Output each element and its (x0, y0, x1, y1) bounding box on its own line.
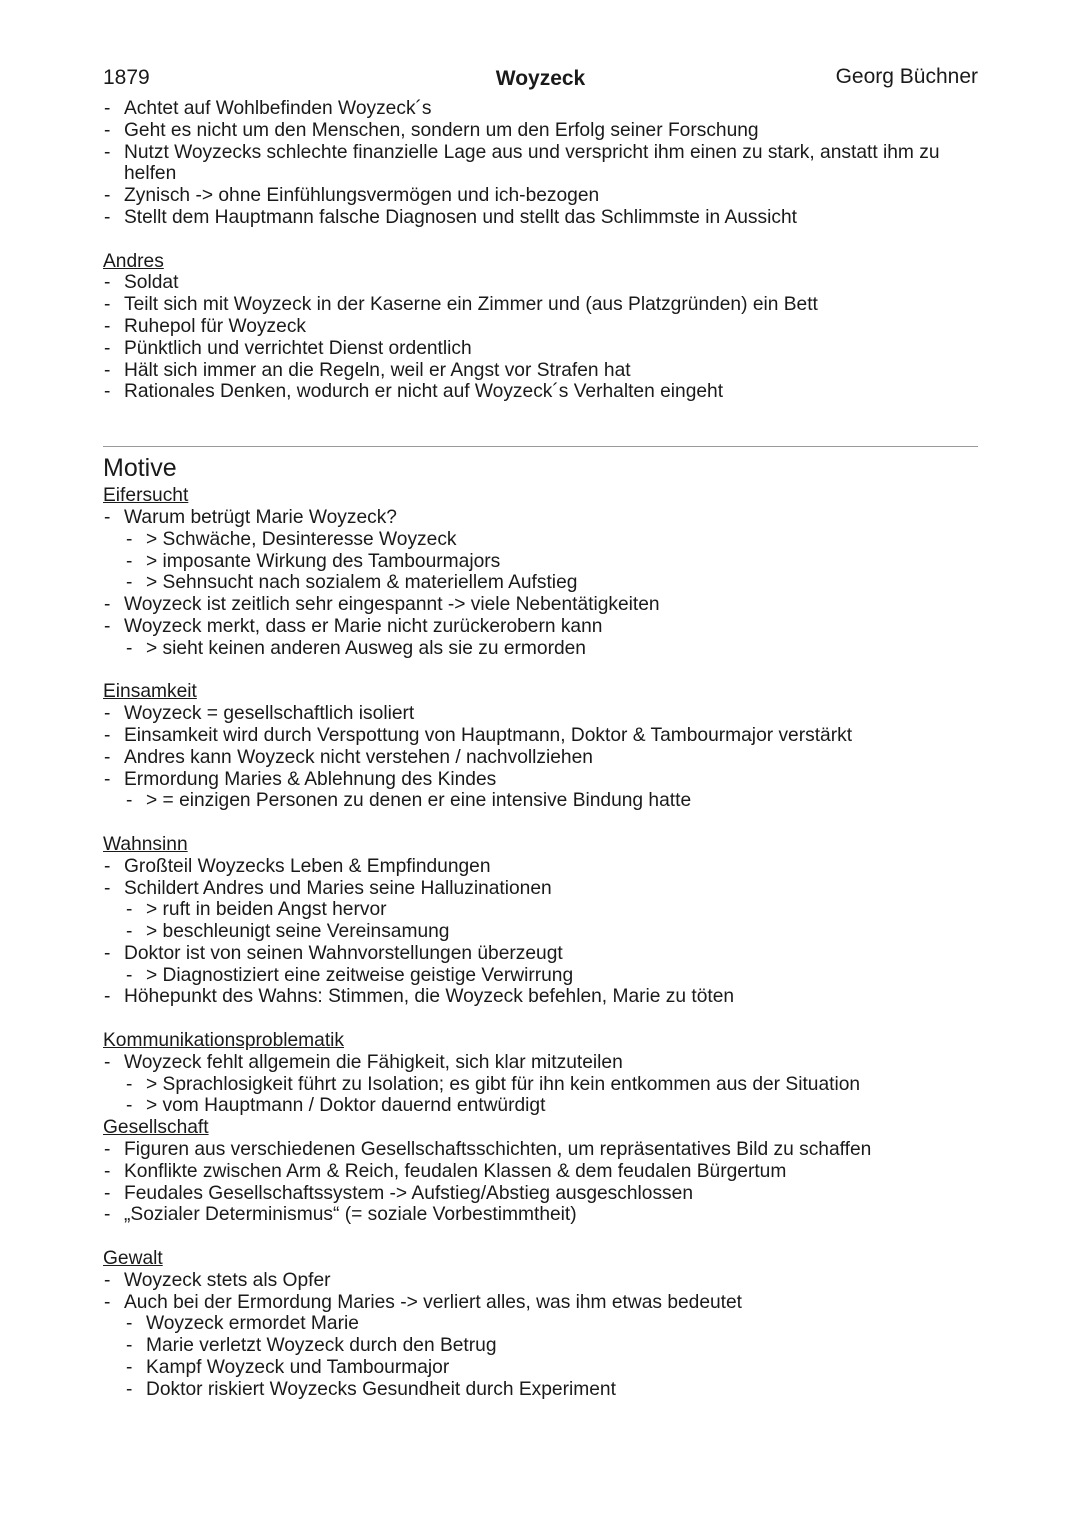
list-item: - Woyzeck = gesellschaftlich isoliert (103, 703, 978, 725)
sub-list-item: - > imposante Wirkung des Tambourmajors (103, 551, 978, 573)
section-heading: Kommunikationsproblematik (103, 1030, 345, 1052)
gesellschaft-section (103, 1117, 978, 1226)
section-heading: Andres (103, 250, 164, 272)
list-item: - Auch bei der Ermordung Maries -> verliert alles, was ihm etwas bedeutet (103, 1292, 978, 1314)
header-year: 1879 (103, 66, 150, 89)
sub-list-item: - Marie verletzt Woyzeck durch den Betrug (103, 1335, 978, 1357)
list-item: - Doktor ist von seinen Wahnvorstellungen überzeugt (103, 943, 978, 965)
list-item: - Ermordung Maries & Ablehnung des Kindes (103, 769, 978, 791)
list-item: - Woyzeck ist zeitlich sehr eingespannt -> viele Nebentätigkeiten (103, 594, 978, 616)
andres-section (103, 251, 978, 404)
list-item: - Stellt dem Hauptmann falsche Diagnosen und stellt das Schlimmste in Aussicht (103, 207, 978, 229)
list-item-continuation: helfen (124, 163, 177, 185)
sub-list-item: - > ruft in beiden Angst hervor (103, 899, 978, 921)
motive-title: Motive (103, 454, 177, 483)
list-item: - Geht es nicht um den Menschen, sondern um den Erfolg seiner Forschung (103, 120, 978, 142)
list-item: - Nutzt Woyzecks schlechte finanzielle Lage aus und verspricht ihm einen zu stark, anstatt ihm zu (103, 142, 978, 164)
list-item: - Warum betrügt Marie Woyzeck? (103, 507, 978, 529)
list-item: - Konflikte zwischen Arm & Reich, feudalen Klassen & dem feudalen Bürgertum (103, 1161, 978, 1183)
page-header (103, 62, 978, 98)
section-heading: Gesellschaft (103, 1117, 209, 1139)
document-page (103, 62, 978, 1401)
einsamkeit-section (103, 681, 978, 812)
list-item: - Einsamkeit wird durch Verspottung von Hauptmann, Doktor & Tambourmajor verstärkt (103, 725, 978, 747)
sub-list-item: - > sieht keinen anderen Ausweg als sie zu ermorden (103, 638, 978, 660)
list-item: - Andres kann Woyzeck nicht verstehen / nachvollziehen (103, 747, 978, 769)
list-item: - Großteil Woyzecks Leben & Empfindungen (103, 856, 978, 878)
sub-list-item: - > = einzigen Personen zu denen er eine intensive Bindung hatte (103, 790, 978, 812)
sub-list-item: - > Sprachlosigkeit führt zu Isolation; es gibt für ihn kein entkommen aus der Situation (103, 1074, 978, 1096)
sub-list-item: - Woyzeck ermordet Marie (103, 1313, 978, 1335)
sub-list-item: - Doktor riskiert Woyzecks Gesundheit durch Experiment (103, 1379, 978, 1401)
section-heading: Wahnsinn (103, 833, 188, 855)
list-item: - Höhepunkt des Wahns: Stimmen, die Woyzeck befehlen, Marie zu töten (103, 986, 978, 1008)
sub-list-item: - > Diagnostiziert eine zeitweise geistige Verwirrung (103, 965, 978, 987)
list-item: - Soldat (103, 272, 978, 294)
list-item: - Hält sich immer an die Regeln, weil er Angst vor Strafen hat (103, 360, 978, 382)
sub-list-item: - > Sehnsucht nach sozialem & materiellem Aufstieg (103, 572, 978, 594)
eifersucht-section (103, 485, 978, 659)
sub-list-item: - > vom Hauptmann / Doktor dauernd entwürdigt (103, 1095, 978, 1117)
list-item: - Pünktlich und verrichtet Dienst ordentlich (103, 338, 978, 360)
doktor-section-continued (103, 98, 978, 229)
section-heading: Gewalt (103, 1248, 163, 1270)
list-item: - „Sozialer Determinismus“ (= soziale Vorbestimmtheit) (103, 1204, 978, 1226)
list-item: - Feudales Gesellschaftssystem -> Aufstieg/Abstieg ausgeschlossen (103, 1183, 978, 1205)
list-item: - Rationales Denken, wodurch er nicht auf Woyzeck´s Verhalten eingeht (103, 381, 978, 403)
list-item: - Teilt sich mit Woyzeck in der Kaserne ein Zimmer und (aus Platzgründen) ein Bett (103, 294, 978, 316)
list-item: - Ruhepol für Woyzeck (103, 316, 978, 338)
header-author: Georg Büchner (835, 65, 978, 88)
section-heading: Eifersucht (103, 485, 189, 507)
list-item: - Woyzeck stets als Opfer (103, 1270, 978, 1292)
section-heading: Einsamkeit (103, 681, 197, 703)
sub-list-item: - > beschleunigt seine Vereinsamung (103, 921, 978, 943)
list-item: - Zynisch -> ohne Einfühlungsvermögen und ich-bezogen (103, 185, 978, 207)
list-item: - Achtet auf Wohlbefinden Woyzeck´s (103, 98, 978, 120)
list-item: - Woyzeck merkt, dass er Marie nicht zurückerobern kann (103, 616, 978, 638)
list-item: - Schildert Andres und Maries seine Halluzinationen (103, 878, 978, 900)
gewalt-section (103, 1248, 978, 1401)
list-item: - Figuren aus verschiedenen Gesellschaftsschichten, um repräsentatives Bild zu schaffen (103, 1139, 978, 1161)
section-divider (103, 446, 978, 447)
list-item: - Woyzeck fehlt allgemein die Fähigkeit, sich klar mitzuteilen (103, 1052, 978, 1074)
wahnsinn-section (103, 834, 978, 1008)
header-title: Woyzeck (495, 67, 586, 90)
sub-list-item: - Kampf Woyzeck und Tambourmajor (103, 1357, 978, 1379)
kommunikation-section (103, 1030, 978, 1117)
sub-list-item: - > Schwäche, Desinteresse Woyzeck (103, 529, 978, 551)
